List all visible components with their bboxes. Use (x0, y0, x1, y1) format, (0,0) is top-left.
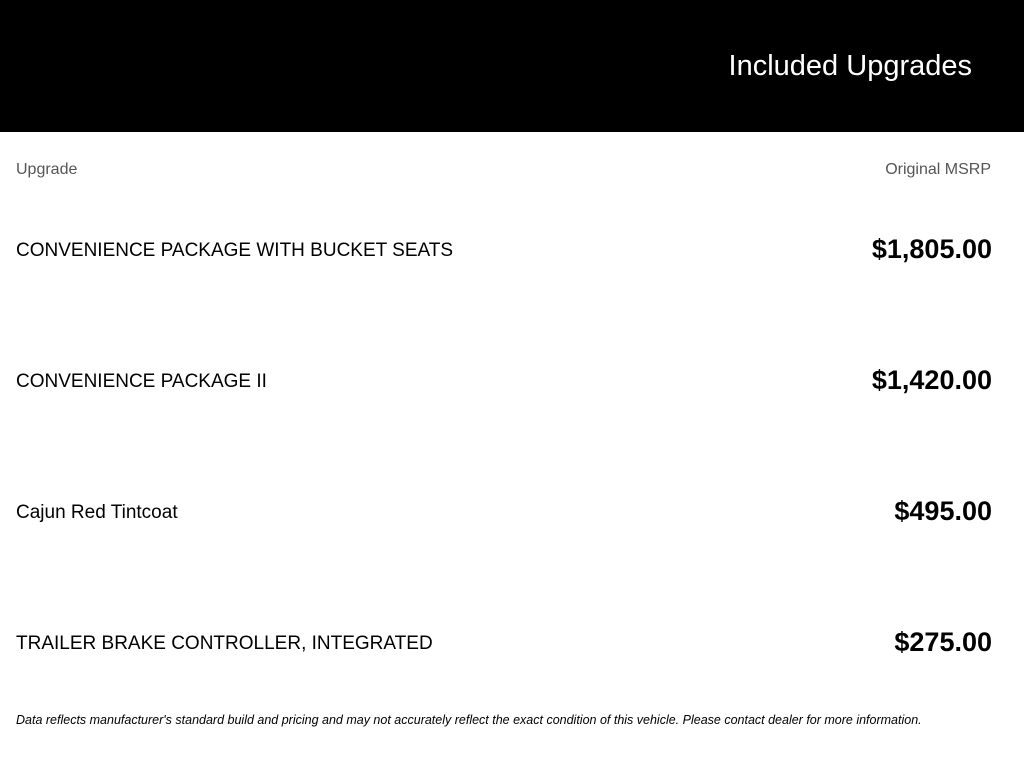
upgrade-price: $1,420.00 (871, 365, 992, 395)
table-row (16, 230, 992, 270)
table-row (16, 492, 992, 532)
disclaimer-text: Data reflects manufacturer's standard build and pricing and may not accurately reflect the exact condition of this vehicle. Please contact dealer for more information. (16, 713, 922, 727)
column-header-msrp: Original MSRP (885, 161, 991, 178)
upgrade-name: CONVENIENCE PACKAGE II (16, 371, 267, 392)
upgrade-name: Cajun Red Tintcoat (16, 502, 178, 523)
upgrade-price: $275.00 (894, 627, 992, 657)
upgrade-name: CONVENIENCE PACKAGE WITH BUCKET SEATS (16, 240, 454, 261)
upgrade-price: $1,805.00 (871, 234, 992, 264)
upgrade-price: $495.00 (894, 496, 992, 526)
table-row (16, 361, 992, 401)
page-header (0, 0, 1024, 132)
column-header-upgrade: Upgrade (16, 161, 78, 178)
page-title: Included Upgrades (728, 50, 972, 82)
upgrade-name: TRAILER BRAKE CONTROLLER, INTEGRATED (16, 633, 433, 654)
table-row (16, 623, 992, 663)
